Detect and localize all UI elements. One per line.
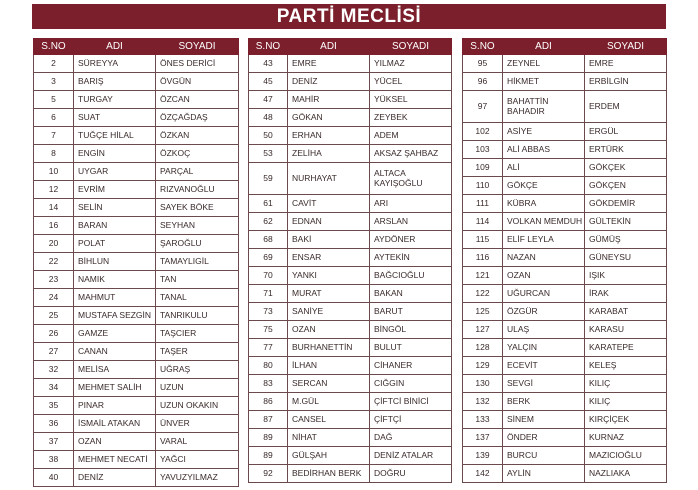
header-name: ADI [288,39,370,55]
cell-surname: ÇİFTCİ BİNİCİ [370,393,452,411]
cell-name: BAHATTİN BAHADIR [503,91,585,123]
cell-name: DENİZ [74,469,156,487]
cell-sno: 92 [249,465,288,483]
cell-surname: BAĞCIOĞLU [370,267,452,285]
cell-sno: 115 [463,231,503,249]
cell-name: BERK [503,393,585,411]
cell-sno: 103 [463,141,503,159]
cell-name: OZAN [288,321,370,339]
table-row [34,361,239,379]
table-row [463,465,667,483]
cell-surname: MAZICIOĞLU [585,447,667,465]
cell-name: SANİYE [288,303,370,321]
cell-sno: 130 [463,375,503,393]
cell-name: ELİF LEYLA [503,231,585,249]
cell-surname: TAŞER [156,343,239,361]
header-surname: SOYADI [156,39,239,55]
cell-surname: KARABAT [585,303,667,321]
cell-surname: KARASU [585,321,667,339]
cell-sno: 25 [34,307,74,325]
table-row [463,447,667,465]
cell-sno: 5 [34,91,74,109]
cell-surname: ÖNES DERİCİ [156,55,239,73]
cell-sno: 59 [249,163,288,195]
cell-surname: YAVUZYILMAZ [156,469,239,487]
cell-sno: 68 [249,231,288,249]
cell-name: BURHANETTİN [288,339,370,357]
cell-name: SUAT [74,109,156,127]
table-row [34,289,239,307]
table-row [249,163,452,195]
table-row [249,249,452,267]
cell-sno: 122 [463,285,503,303]
table-row [249,127,452,145]
cell-sno: 16 [34,217,74,235]
cell-sno: 133 [463,411,503,429]
table-row [34,397,239,415]
cell-name: BURCU [503,447,585,465]
table-row [34,271,239,289]
cell-surname: BARUT [370,303,452,321]
table-row [34,235,239,253]
cell-sno: 26 [34,325,74,343]
cell-name: MAHİR [288,91,370,109]
cell-name: SELİN [74,199,156,217]
cell-sno: 34 [34,379,74,397]
cell-surname: RIZVANOĞLU [156,181,239,199]
cell-sno: 50 [249,127,288,145]
cell-name: YALÇIN [503,339,585,357]
table-row [34,199,239,217]
cell-sno: 87 [249,411,288,429]
cell-surname: DENİZ ATALAR [370,447,452,465]
cell-name: GAMZE [74,325,156,343]
cell-name: TURGAY [74,91,156,109]
cell-surname: IŞIK [585,267,667,285]
cell-name: SÜREYYA [74,55,156,73]
cell-sno: 35 [34,397,74,415]
cell-sno: 22 [34,253,74,271]
cell-sno: 114 [463,213,503,231]
table-row [249,195,452,213]
cell-sno: 43 [249,55,288,73]
cell-surname: PARÇAL [156,163,239,181]
header-name: ADI [503,39,585,55]
cell-name: MAHMUT [74,289,156,307]
cell-surname: BAKAN [370,285,452,303]
cell-name: KÜBRA [503,195,585,213]
header-sno: S.NO [34,39,74,55]
table-row [34,253,239,271]
cell-surname: KURNAZ [585,429,667,447]
table-row [463,213,667,231]
cell-sno: 71 [249,285,288,303]
cell-surname: TAMAYLIGİL [156,253,239,271]
table-row [463,195,667,213]
cell-name: ASİYE [503,123,585,141]
cell-name: GÖKAN [288,109,370,127]
cell-name: YANKI [288,267,370,285]
cell-surname: ZEYBEK [370,109,452,127]
cell-sno: 75 [249,321,288,339]
cell-sno: 53 [249,145,288,163]
table-row [249,321,452,339]
cell-name: ÖNDER [503,429,585,447]
cell-surname: NAZLIAKA [585,465,667,483]
cell-surname: ERGÜL [585,123,667,141]
table-row [34,163,239,181]
cell-name: MURAT [288,285,370,303]
cell-surname: YILMAZ [370,55,452,73]
table-row [463,91,667,123]
header-sno: S.NO [249,39,288,55]
table-row [34,307,239,325]
cell-surname: BULUT [370,339,452,357]
cell-name: ZEYNEL [503,55,585,73]
cell-name: OZAN [503,267,585,285]
table-row [249,285,452,303]
table-row [463,73,667,91]
cell-surname: AKSAZ ŞAHBAZ [370,145,452,163]
cell-sno: 116 [463,249,503,267]
cell-surname: ŞAROĞLU [156,235,239,253]
cell-name: ENSAR [288,249,370,267]
table-row [463,411,667,429]
cell-surname: ÜNVER [156,415,239,433]
cell-name: MUSTAFA SEZGİN [74,307,156,325]
cell-sno: 129 [463,357,503,375]
cell-sno: 73 [249,303,288,321]
cell-surname: YÜKSEL [370,91,452,109]
cell-surname: AYDÖNER [370,231,452,249]
cell-sno: 89 [249,447,288,465]
cell-sno: 32 [34,361,74,379]
cell-name: AYLİN [503,465,585,483]
cell-name: HİKMET [503,73,585,91]
cell-sno: 110 [463,177,503,195]
table-row [463,249,667,267]
cell-sno: 12 [34,181,74,199]
header-surname: SOYADI [370,39,452,55]
cell-sno: 111 [463,195,503,213]
cell-name: BAKİ [288,231,370,249]
members-table-3 [462,38,667,483]
cell-sno: 127 [463,321,503,339]
cell-name: ERHAN [288,127,370,145]
cell-sno: 36 [34,415,74,433]
table-row [34,343,239,361]
table-row [249,339,452,357]
cell-sno: 47 [249,91,288,109]
cell-sno: 139 [463,447,503,465]
cell-surname: AYTEKİN [370,249,452,267]
cell-sno: 8 [34,145,74,163]
cell-surname: GÖKÇEN [585,177,667,195]
cell-name: BEDİRHAN BERK [288,465,370,483]
table-row [463,393,667,411]
cell-sno: 109 [463,159,503,177]
cell-surname: ÖZKOÇ [156,145,239,163]
table-row [463,177,667,195]
cell-name: TUĞÇE HİLAL [74,127,156,145]
table-row [34,181,239,199]
table-row [34,73,239,91]
table-row [463,159,667,177]
cell-name: İSMAİL ATAKAN [74,415,156,433]
table-row [463,231,667,249]
cell-sno: 45 [249,73,288,91]
table-row [463,303,667,321]
header-name: ADI [74,39,156,55]
table-row [463,321,667,339]
cell-name: OZAN [74,433,156,451]
cell-sno: 80 [249,357,288,375]
table-row [34,217,239,235]
cell-surname: ADEM [370,127,452,145]
cell-surname: SEYHAN [156,217,239,235]
table-row [249,411,452,429]
cell-surname: ARSLAN [370,213,452,231]
cell-sno: 70 [249,267,288,285]
table-row [249,357,452,375]
cell-sno: 48 [249,109,288,127]
cell-name: SERCAN [288,375,370,393]
table-row [249,375,452,393]
cell-sno: 14 [34,199,74,217]
table-row [249,231,452,249]
cell-sno: 2 [34,55,74,73]
cell-surname: ÇİFTÇİ [370,411,452,429]
table-row [249,303,452,321]
cell-name: İLHAN [288,357,370,375]
cell-surname: UĞRAŞ [156,361,239,379]
cell-surname: ÖVGÜN [156,73,239,91]
cell-surname: TAŞCIER [156,325,239,343]
cell-sno: 6 [34,109,74,127]
cell-surname: İRAK [585,285,667,303]
table-row [249,145,452,163]
cell-sno: 23 [34,271,74,289]
table-row [249,267,452,285]
cell-name: DENİZ [288,73,370,91]
table-row [463,123,667,141]
cell-sno: 61 [249,195,288,213]
header-sno: S.NO [463,39,503,55]
table-row [34,433,239,451]
table-row [34,91,239,109]
cell-surname: CIĞGIN [370,375,452,393]
cell-surname: ÖZÇAĞDAŞ [156,109,239,127]
cell-sno: 86 [249,393,288,411]
cell-surname: DOĞRU [370,465,452,483]
cell-name: MEHMET SALİH [74,379,156,397]
cell-surname: KIRÇİÇEK [585,411,667,429]
table-row [34,55,239,73]
cell-surname: GÜMÜŞ [585,231,667,249]
cell-surname: ERTÜRK [585,141,667,159]
cell-sno: 10 [34,163,74,181]
table-row [463,339,667,357]
cell-surname: KILIÇ [585,375,667,393]
cell-sno: 128 [463,339,503,357]
cell-name: EDNAN [288,213,370,231]
table-row [249,91,452,109]
table-row [34,325,239,343]
cell-sno: 20 [34,235,74,253]
cell-surname: ÖZCAN [156,91,239,109]
cell-surname: ÖZKAN [156,127,239,145]
table-row [34,451,239,469]
cell-name: BARIŞ [74,73,156,91]
table-row [249,213,452,231]
cell-surname: KARATEPE [585,339,667,357]
table-row [463,375,667,393]
cell-surname: YAĞCI [156,451,239,469]
cell-name: PINAR [74,397,156,415]
table-row [463,55,667,73]
cell-name: NAMIK [74,271,156,289]
cell-name: ALİ ABBAS [503,141,585,159]
table-row [34,415,239,433]
cell-name: POLAT [74,235,156,253]
cell-surname: GÖKDEMİR [585,195,667,213]
cell-sno: 24 [34,289,74,307]
cell-surname: TAN [156,271,239,289]
cell-surname: DAĞ [370,429,452,447]
cell-surname: KELEŞ [585,357,667,375]
cell-surname: SAYEK BÖKE [156,199,239,217]
cell-surname: CİHANER [370,357,452,375]
cell-surname: YÜCEL [370,73,452,91]
cell-name: BİHLUN [74,253,156,271]
cell-surname: KILIÇ [585,393,667,411]
table-row [249,429,452,447]
cell-sno: 27 [34,343,74,361]
table-row [34,127,239,145]
cell-surname: ERBİLGİN [585,73,667,91]
table-row [34,109,239,127]
cell-sno: 83 [249,375,288,393]
cell-name: EVRİM [74,181,156,199]
cell-sno: 3 [34,73,74,91]
cell-sno: 121 [463,267,503,285]
cell-sno: 62 [249,213,288,231]
cell-sno: 37 [34,433,74,451]
cell-sno: 96 [463,73,503,91]
cell-name: NURHAYAT [288,163,370,195]
cell-name: MELİSA [74,361,156,379]
cell-sno: 40 [34,469,74,487]
cell-surname: VARAL [156,433,239,451]
cell-sno: 89 [249,429,288,447]
cell-surname: GÖKÇEK [585,159,667,177]
table-row [34,379,239,397]
cell-name: BARAN [74,217,156,235]
cell-name: CANSEL [288,411,370,429]
cell-name: GÖKÇE [503,177,585,195]
cell-name: EMRE [288,55,370,73]
cell-surname: GÜLTEKİN [585,213,667,231]
cell-surname: UZUN OKAKIN [156,397,239,415]
cell-sno: 69 [249,249,288,267]
page-title: PARTİ MECLİSİ [276,5,422,27]
cell-sno: 95 [463,55,503,73]
cell-name: ENGİN [74,145,156,163]
cell-surname: TANAL [156,289,239,307]
cell-name: M.GÜL [288,393,370,411]
table-row [463,285,667,303]
cell-sno: 102 [463,123,503,141]
cell-name: NAZAN [503,249,585,267]
cell-name: ALİ [503,159,585,177]
cell-sno: 142 [463,465,503,483]
table-row [249,109,452,127]
cell-name: ÖZGÜR [503,303,585,321]
members-table-2 [248,38,452,483]
cell-surname: TANRIKULU [156,307,239,325]
cell-sno: 38 [34,451,74,469]
table-row [249,55,452,73]
cell-surname: EMRE [585,55,667,73]
cell-name: NİHAT [288,429,370,447]
cell-name: CAVİT [288,195,370,213]
cell-name: UYGAR [74,163,156,181]
cell-surname: ERDEM [585,91,667,123]
cell-name: ECEVİT [503,357,585,375]
cell-name: VOLKAN MEMDUH [503,213,585,231]
cell-surname: ALTACA KAYIŞOĞLU [370,163,452,195]
table-row [249,447,452,465]
cell-surname: ARI [370,195,452,213]
cell-sno: 125 [463,303,503,321]
cell-sno: 77 [249,339,288,357]
cell-name: SİNEM [503,411,585,429]
cell-name: GÜLŞAH [288,447,370,465]
table-row [463,267,667,285]
table-row [34,469,239,487]
cell-surname: GÜNEYSU [585,249,667,267]
members-table-1 [33,38,239,487]
cell-name: UĞURCAN [503,285,585,303]
cell-sno: 7 [34,127,74,145]
header-surname: SOYADI [585,39,667,55]
table-row [249,393,452,411]
cell-name: CANAN [74,343,156,361]
cell-name: ULAŞ [503,321,585,339]
cell-surname: UZUN [156,379,239,397]
table-row [463,429,667,447]
cell-sno: 137 [463,429,503,447]
table-row [249,73,452,91]
cell-name: MEHMET NECATİ [74,451,156,469]
cell-surname: BİNGÖL [370,321,452,339]
title-bar [32,4,666,29]
table-row [463,141,667,159]
table-row [463,357,667,375]
cell-name: SEVGİ [503,375,585,393]
cell-name: ZELİHA [288,145,370,163]
table-row [249,465,452,483]
table-row [34,145,239,163]
cell-sno: 97 [463,91,503,123]
cell-sno: 132 [463,393,503,411]
